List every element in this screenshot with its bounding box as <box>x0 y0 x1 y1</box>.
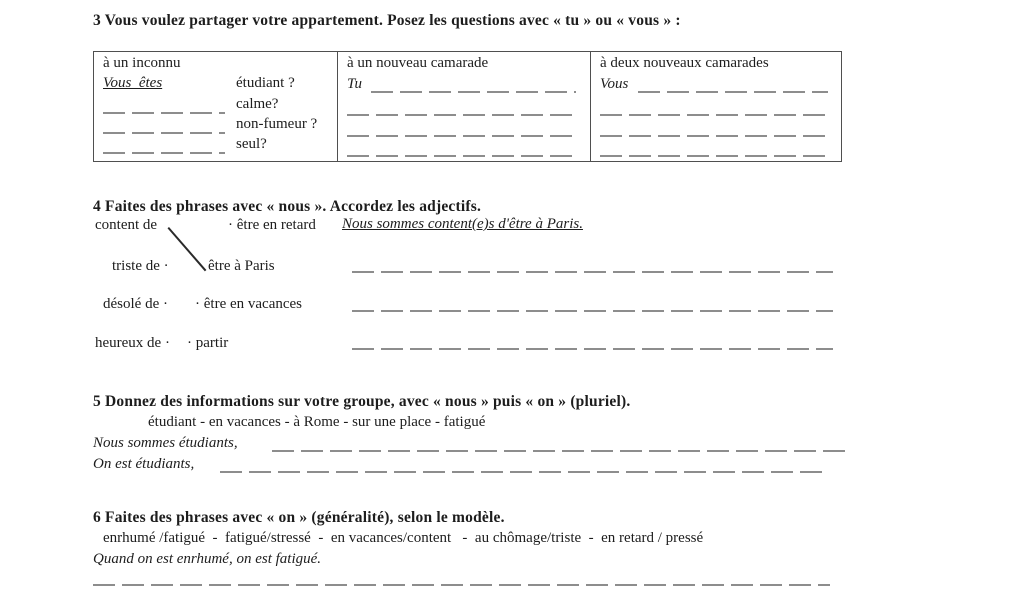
answer-blank <box>347 114 576 116</box>
table-divider-2 <box>590 52 591 161</box>
table-divider-1 <box>337 52 338 161</box>
match-left-3: désolé de · <box>103 296 168 312</box>
match-left-1: content de <box>95 217 158 233</box>
answer-blank <box>352 271 833 273</box>
table-col1-prompt-4: seul? <box>236 136 267 152</box>
answer-blank <box>600 135 828 137</box>
table-col1-prompt-1: étudiant ? <box>236 75 295 91</box>
answer-blank <box>272 450 848 452</box>
answer-blank <box>371 91 576 93</box>
match-right-3: · être en vacances <box>195 296 303 312</box>
exercise6-word-bank: enrhumé /fatigué - fatigué/stressé - en vacances/content - au chômage/triste - en retard / pressé <box>103 530 704 546</box>
table-col2-starter: Tu <box>347 76 363 92</box>
answer-blank <box>352 310 833 312</box>
answer-blank <box>600 155 828 157</box>
answer-blank <box>352 348 833 350</box>
exercise5-word-bank: étudiant - en vacances - à Rome - sur une place - fatigué <box>148 414 486 430</box>
table-col1-starter: Vous êtes <box>103 75 163 91</box>
answer-blank <box>220 471 826 473</box>
match-right-1: · être en retard <box>228 217 316 233</box>
table-col1-prompt-2: calme? <box>236 96 279 112</box>
exercise3-title: 3 Vous voulez partager votre appartement. Posez les questions avec « tu » ou « vous » : <box>93 12 681 29</box>
table-col2-header: à un nouveau camarade <box>347 55 489 71</box>
match-right-2: être à Paris <box>208 258 275 274</box>
answer-blank <box>103 132 225 134</box>
table-col1-prompt-3: non-fumeur ? <box>236 116 318 132</box>
answer-blank <box>93 584 830 586</box>
exercise4-example: Nous sommes content(e)s d'être à Paris. <box>342 216 583 232</box>
answer-blank <box>347 155 576 157</box>
answer-blank <box>103 152 225 154</box>
exercise5-starter-1: Nous sommes étudiants, <box>93 435 238 451</box>
exercise6-title: 6 Faites des phrases avec « on » (généralité), selon le modèle. <box>93 509 505 526</box>
exercise4-title: 4 Faites des phrases avec « nous ». Accordez les adjectifs. <box>93 198 482 215</box>
answer-blank <box>600 114 828 116</box>
match-connector-line <box>168 227 207 271</box>
exercise3-table <box>93 51 842 162</box>
answer-blank <box>347 135 576 137</box>
match-left-2: triste de · <box>112 258 169 274</box>
match-left-4: heureux de · <box>95 335 170 351</box>
exercise6-example: Quand on est enrhumé, on est fatigué. <box>93 551 322 567</box>
exercise5-starter-2: On est étudiants, <box>93 456 195 472</box>
answer-blank <box>638 91 828 93</box>
exercise5-title: 5 Donnez des informations sur votre groupe, avec « nous » puis « on » (pluriel). <box>93 393 631 410</box>
match-right-4: · partir <box>187 335 229 351</box>
answer-blank <box>103 112 225 114</box>
table-col3-header: à deux nouveaux camarades <box>600 55 769 71</box>
table-col1-header: à un inconnu <box>103 55 181 71</box>
table-col3-starter: Vous <box>600 76 629 92</box>
